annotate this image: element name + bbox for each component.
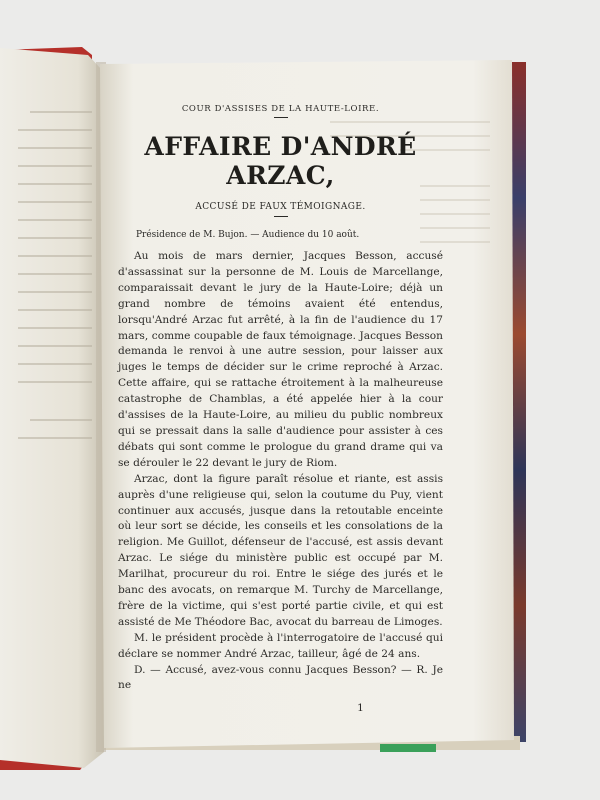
running-header: COUR D'ASSISES DE LA HAUTE-LOIRE.	[181, 104, 380, 114]
subtitle-rule	[274, 216, 288, 217]
green-ribbon	[380, 744, 436, 752]
page-title: AFFAIRE D'ANDRÉ ARZAC,	[144, 132, 417, 190]
paragraph-3: M. le président procède à l'interrogatoire de l'accusé qui déclare se nommer André Arzac, tailleur, âgé de 24 ans.	[118, 631, 443, 660]
presidence-line: Présidence de M. Bujon. — Audience du 10 août.	[136, 230, 360, 240]
subtitle: ACCUSÉ DE FAUX TÉMOIGNAGE.	[195, 202, 366, 212]
left-page	[0, 48, 104, 768]
book-page-text	[118, 60, 443, 714]
body-text	[118, 249, 443, 694]
page-number: 1	[357, 702, 364, 715]
paragraph-2: Arzac, dont la figure paraît résolue et riante, est assis auprès d'une religieuse qui, selon la coutume du Puy, vient continuer aux accusés, jusque dans la retoutable enceinte où leur sort se décide, les conseils et les consolations de la religion. Me Guillot, défenseur de l'accusé, est assis devant Arzac. Le siége du ministère public est occupé par M. Marilhat, procureur du roi. Entre le siége des jurés et le banc des avocats, on remarque M. Turchy de Marcellange, frère de la victime, qui s'est porté partie civile, et qui est assisté de Me Théodore Bac, avocat du barreau de Limoges.	[118, 472, 443, 628]
paragraph-4: D. — Accusé, avez-vous connu Jacques Besson? — R. Je ne	[118, 663, 443, 692]
paragraph-1: Au mois de mars dernier, Jacques Besson, accusé d'assassinat sur la personne de M. Louis de Marcellange, comparaissait devant le jury de la Haute-Loire; déjà un grand nombre de témoins avaient été entendus, lorsqu'André Arzac fut arrêté, à la fin de l'audience du 17 mars, comme coupable de faux témoignage. Jacques Besson demanda le renvoi à une autre session, pour laisser aux juges le temps de décider sur le crime reproché à Arzac. Cette affaire, qui se rattache étroitement à la malheureuse catastrophe de Chamblas, a été appelée hier à la cour d'assises de la Haute-Loire, au milieu du public nombreux qui se pressait dans la salle d'audience pour assister à ces débats qui sont comme le prologue du grand drame qui va se dérouler le 22 devant le jury de Riom.	[118, 250, 443, 469]
header-rule	[274, 117, 288, 118]
